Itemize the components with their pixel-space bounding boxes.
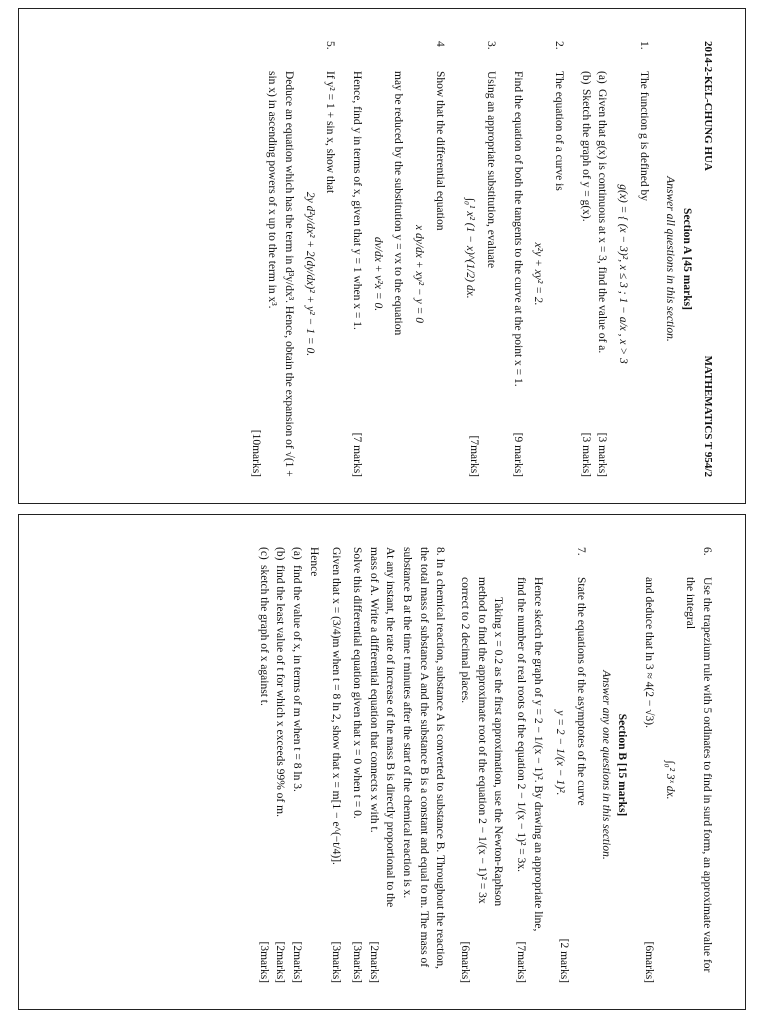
part-marks: [3 marks] [579, 432, 592, 477]
question-marks: [6marks] [642, 941, 655, 983]
question-6 [640, 547, 715, 983]
rotated-page-1 [19, 9, 745, 503]
question-marks-2: [7marks] [514, 941, 527, 983]
question-formula: x dy/dx + xy² − y = 0 [413, 225, 425, 323]
question-formula: ∫₀¹ x² (1 − x)^(1/2) dx. [464, 197, 477, 299]
question-part [594, 71, 611, 477]
section-a-instruction: Answer all questions in this section. [664, 176, 677, 342]
question-text: State the equations of the asymptotes of the curve [574, 577, 587, 806]
question-part [288, 547, 305, 983]
header-subject: MATHEMATICS T 954/2 [702, 355, 714, 477]
question-text: The equation of a curve is [553, 71, 566, 191]
rotated-page-2 [19, 515, 745, 1009]
question-marks: [7marks] [468, 435, 481, 477]
question-formula: g(x) = { (x − 3)², x ≤ 3 ; 1 − a/x , x > 3 [617, 184, 630, 364]
question-marks-3: [3marks] [350, 941, 363, 983]
question-marks: [9 marks] [511, 432, 524, 477]
part-marks: [2marks] [274, 941, 287, 983]
part-text: find the value of x, in terms of m when t = 8 ln 3. [290, 565, 303, 792]
question-2 [509, 41, 567, 477]
question-text-2: At any instant, the rate of increase of the mass B is directly proportional to the mass of A. Write a differential equation that connects x with t. [367, 547, 397, 908]
part-marks: [3 marks] [596, 432, 609, 477]
question-marks: [2 marks] [558, 938, 571, 983]
question-7 [456, 547, 589, 983]
question-8 [255, 547, 448, 983]
question-4 [348, 41, 447, 477]
part-label: (c) [257, 547, 270, 560]
part-text: find the least value of t for which x exceeds 99% of m. [274, 565, 287, 817]
section-b-instruction: Answer any one questions in this section. [599, 670, 612, 860]
page-header [699, 41, 715, 477]
question-tail: Deduce an equation which has the term in d³y/dx³. Hence, obtain the expansion of √(1 + sin x) in ascending powers of x up to the term in x³. [266, 71, 295, 477]
question-formula-2: dv/dx + v²x = 0. [371, 236, 384, 312]
question-3 [458, 41, 499, 477]
part-text: Given that g(x) is continuous at x = 3, find the value of a. [596, 89, 609, 354]
question-marks: [7 marks] [350, 432, 363, 477]
question-number: 4 [433, 41, 446, 47]
part-marks: [2marks] [290, 941, 303, 983]
hence-label: Hence [307, 547, 320, 577]
question-number: 2. [553, 41, 566, 50]
question-formula: x²y + xy² = 2. [532, 242, 545, 306]
question-5 [247, 41, 338, 477]
question-part [577, 71, 594, 477]
question-tail: and deduce that ln 3 ≈ 4(2 − √3). [642, 577, 655, 728]
part-label: (a) [596, 71, 609, 84]
part-text: sketch the graph of x against t. [257, 565, 270, 706]
question-tail: may be reduced by the substitution y = vx to the equation [392, 71, 405, 336]
question-text: If y² = 1 + sin x, show that [324, 71, 337, 194]
question-number: 7. [574, 547, 587, 556]
question-number: 5. [324, 41, 337, 50]
part-marks: [3marks] [257, 941, 270, 983]
question-text: 8. In a chemical reaction, substance A is converted to substance B. Throughout the reaction, the total mass of substance A and the substance B is a constant and equal to m. The mass of substance B at the time t minutes after the start of the chemical reaction is x. [400, 547, 447, 969]
question-number: 6. [701, 547, 713, 556]
part-label: (b) [274, 547, 287, 561]
question-formula: 2y d²y/dx² + 2(dy/dx)² + y² − 1 = 0. [303, 191, 316, 357]
part-label: (a) [290, 547, 303, 560]
question-text-2: Hence sketch the graph of y = 2 − 1/(x − 1)². By drawing an appropriate line, find the number of real roots of the equation 2 − 1/(x − 1)² = 3x. [514, 577, 544, 932]
section-b-title: Section B [15 marks] [616, 713, 629, 817]
question-text-3: Taking x = 0.2 as the first approximation, use the Newton-Raphson method to find the approximate root of the equation 2 − 1/(x − 1)² = 3x correct to 2 decimal places. [458, 577, 505, 907]
question-formula: y = 2 − 1/(x − 1)². [554, 710, 567, 796]
question-part [255, 547, 272, 983]
question-tail-2: Hence, find y in terms of x, given that y = 1 when x = 1. [350, 71, 363, 330]
question-text: The function g is defined by [637, 71, 650, 201]
question-text-4: Given that x = (3/4)m when t = 8 ln 2, show that x = m[1 − e^(−t/4)]. [330, 547, 343, 865]
part-label: (b) [579, 71, 592, 85]
question-marks-3: [6marks] [458, 941, 471, 983]
question-text-3: Solve this differential equation given that x = 0 when t = 0. [350, 547, 363, 819]
question-marks-2: [2marks] [367, 941, 380, 983]
exam-sheet-section-b [18, 514, 746, 1010]
question-number: 1. [637, 41, 650, 50]
exam-sheet-section-a [18, 8, 746, 504]
question-text: Using an appropriate substitution, evaluate [485, 71, 498, 269]
question-tail: Find the equation of both the tangents to the curve at the point x = 1. [511, 71, 524, 387]
question-marks-4: [3marks] [330, 941, 343, 983]
question-number: 3. [485, 41, 498, 50]
question-formula: ∫₀² 3ˣ dx. [663, 760, 676, 800]
question-text: Use the trapezium rule with 5 ordinates to find in surd form, an approximate value for the integral [684, 577, 713, 973]
header-school: 2014-2-KEL-CHUNG HUA [702, 41, 714, 171]
section-a-title: Section A [45 marks] [681, 208, 694, 310]
question-text: Show that the differential equation [433, 71, 446, 231]
question-part [272, 547, 289, 983]
question-marks: [10marks] [249, 429, 262, 477]
part-text: Sketch the graph of y = g(x). [579, 89, 592, 222]
question-1 [577, 41, 652, 477]
